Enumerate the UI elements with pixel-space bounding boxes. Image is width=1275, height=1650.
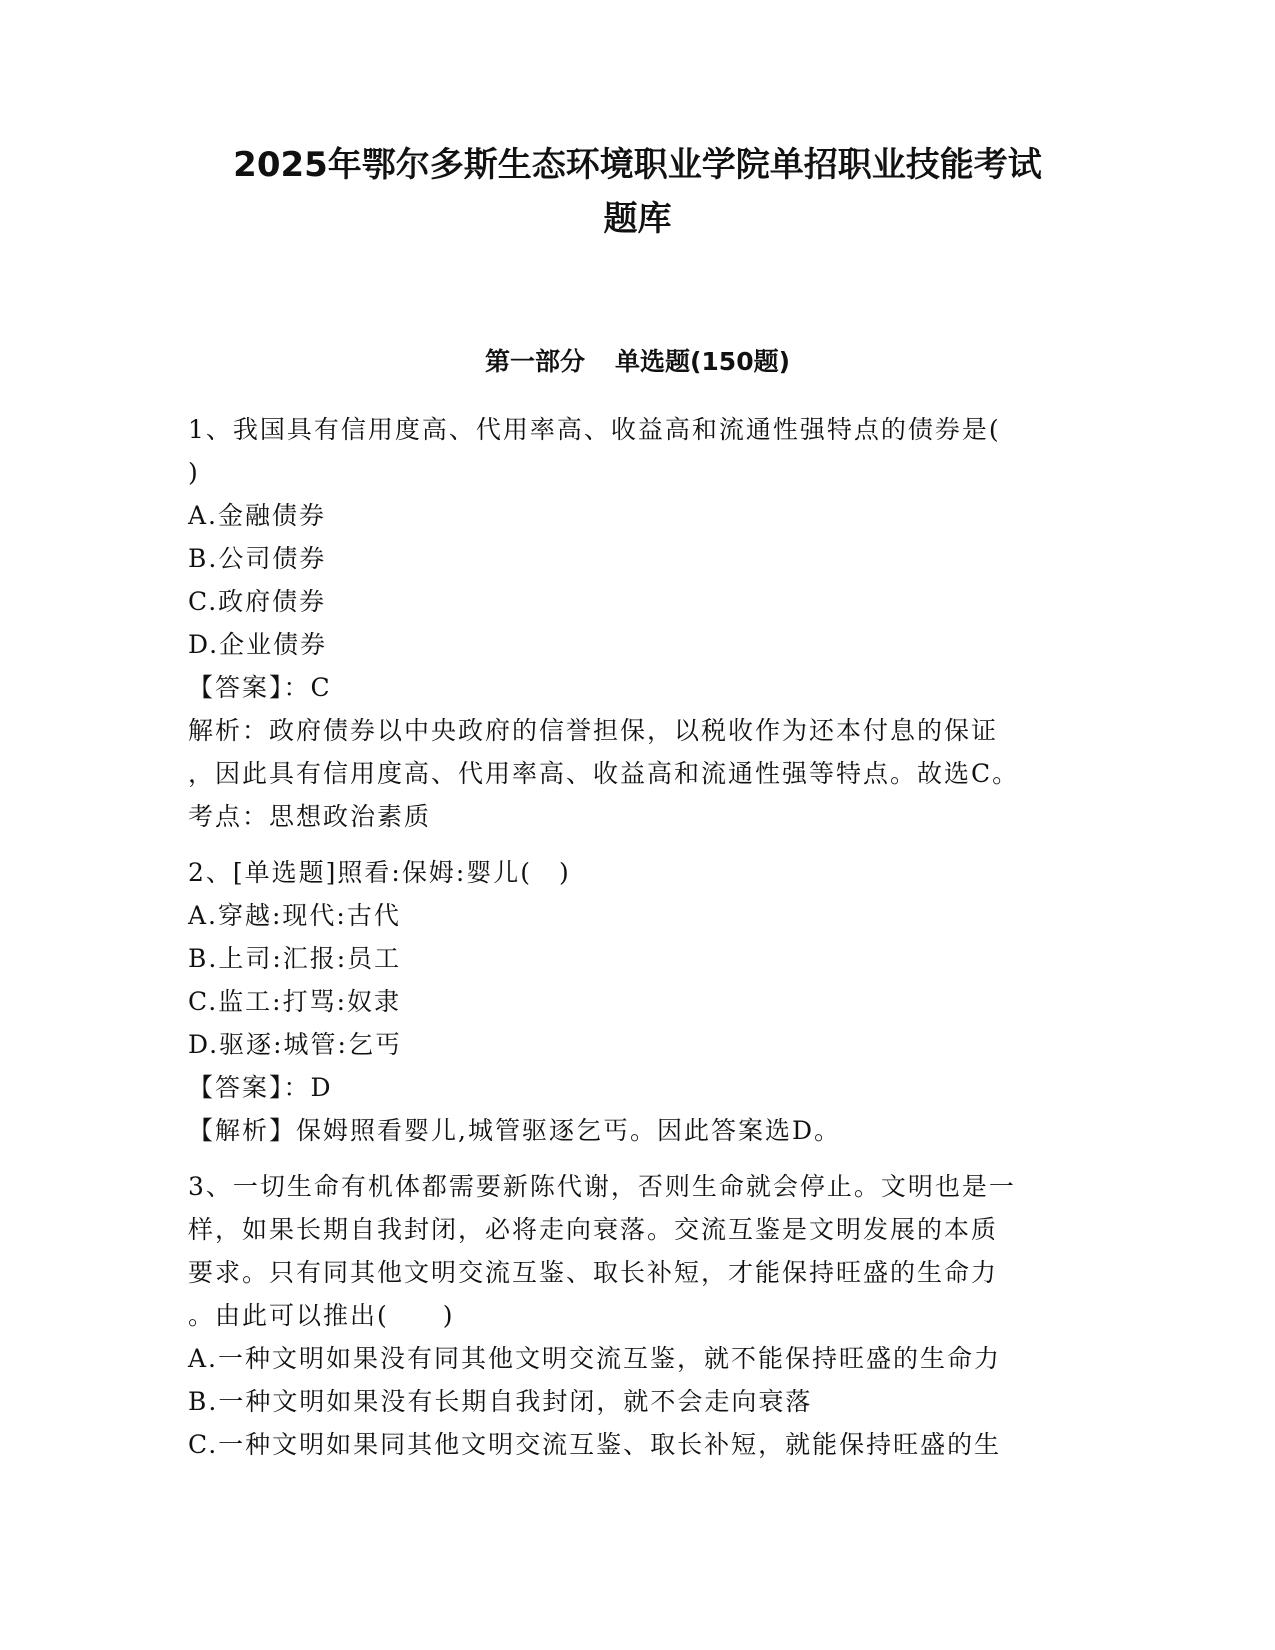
analysis: 解析：政府债券以中央政府的信誉担保，以税收作为还本付息的保证 (188, 716, 999, 745)
question-stem: 3、一切生命有机体都需要新陈代谢，否则生命就会停止。文明也是一 (188, 1172, 1016, 1201)
option-a: A.金融债券 (188, 501, 327, 530)
title-line-2: 题库 (603, 199, 672, 239)
question-stem: 1、我国具有信用度高、代用率高、收益高和流通性强特点的债券是( (188, 415, 1001, 444)
question-3 (188, 1165, 1068, 1466)
question-stem: 。由此可以推出( ) (188, 1301, 455, 1330)
question-2 (188, 851, 1068, 1152)
exam-point: 考点：思想政治素质 (188, 802, 432, 831)
question-stem: 样，如果长期自我封闭，必将走向衰落。交流互鉴是文明发展的本质 (188, 1215, 999, 1244)
option-a: A.穿越:现代:古代 (188, 901, 401, 930)
option-b: B.上司:汇报:员工 (188, 944, 402, 973)
title-line-1: 2025年鄂尔多斯生态环境职业学院单招职业技能考试 (233, 145, 1042, 185)
question-1 (188, 408, 1068, 838)
option-b: B.公司债券 (188, 544, 327, 573)
section-name: 单选题(150题) (614, 347, 791, 376)
answer: 【答案】：D (188, 1073, 333, 1102)
option-c: C.监工:打骂:奴隶 (188, 987, 402, 1016)
question-stem: ) (188, 458, 200, 487)
option-c: C.政府债券 (188, 587, 327, 616)
option-b: B.一种文明如果没有长期自我封闭，就不会走向衰落 (188, 1387, 813, 1416)
analysis: 【解析】保姆照看婴儿,城管驱逐乞丐。因此答案选D。 (188, 1116, 841, 1145)
question-stem: 要求。只有同其他文明交流互鉴、取长补短，才能保持旺盛的生命力 (188, 1258, 999, 1287)
section-heading (188, 342, 1087, 382)
question-list (188, 408, 1068, 1479)
analysis: ，因此具有信用度高、代用率高、收益高和流通性强等特点。故选C。 (188, 759, 1020, 788)
option-c: C.一种文明如果同其他文明交流互鉴、取长补短，就能保持旺盛的生 (188, 1430, 1002, 1459)
option-a: A.一种文明如果没有同其他文明交流互鉴，就不能保持旺盛的生命力 (188, 1344, 1002, 1373)
document-title (188, 138, 1087, 246)
section-part: 第一部分 (484, 347, 585, 376)
option-d: D.企业债券 (188, 630, 328, 659)
answer: 【答案】：C (188, 673, 332, 702)
question-stem: 2、[单选题]照看:保姆:婴儿( ) (188, 858, 571, 887)
option-d: D.驱逐:城管:乞丐 (188, 1030, 402, 1059)
